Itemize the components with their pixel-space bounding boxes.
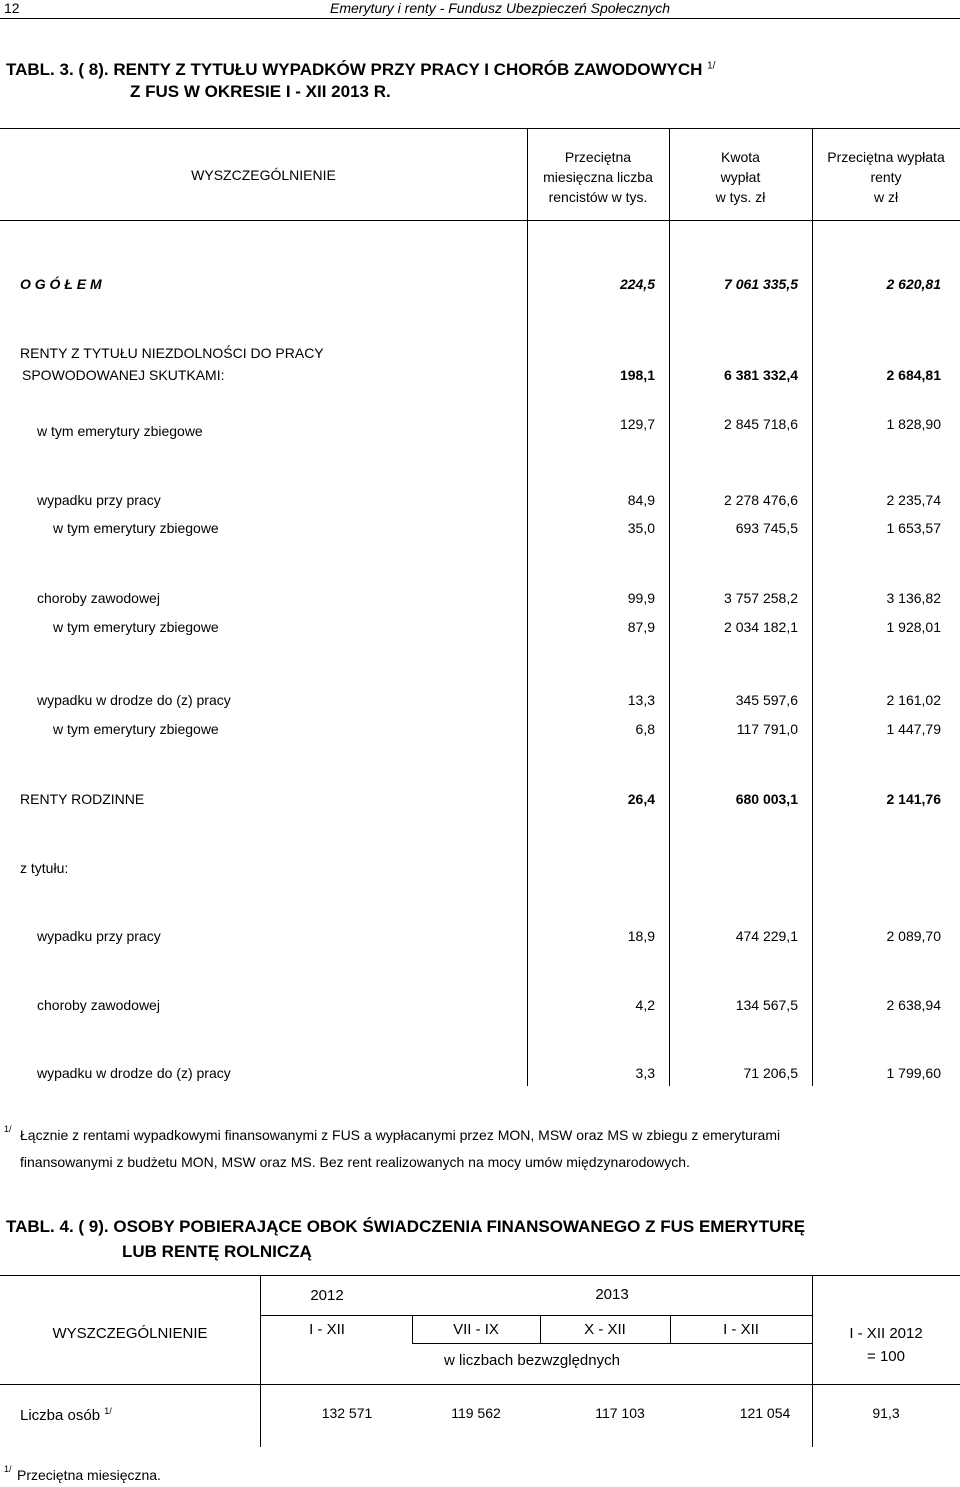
cell-value: 2 141,76 (886, 791, 941, 807)
row-label: w tym emerytury zbiegowe (53, 619, 219, 635)
table2-absolute-label: w liczbach bezwzględnych (444, 1352, 620, 1369)
row-label-line2: SPOWODOWANEJ SKUTKAMI: (22, 367, 225, 383)
row-label: z tytułu: (20, 860, 69, 876)
cell-value: 680 003,1 (735, 791, 798, 807)
table1-col-divider (812, 128, 813, 1086)
cell-value: 18,9 (627, 928, 655, 944)
row-label: RENTY RODZINNE (20, 791, 145, 807)
table2-title-line2: LUB RENTĘ ROLNICZĄ (122, 1242, 312, 1261)
cell-value: 224,5 (619, 276, 655, 292)
table1-footnote-marker: 1/ (4, 1124, 12, 1134)
column-header-avg-count: Przeciętna miesięczna liczba rencistów w tys. (543, 149, 653, 205)
table2-period: I - XII (309, 1321, 345, 1338)
cell-value: 2 684,81 (886, 367, 941, 383)
cell-value: 2 161,02 (886, 692, 941, 708)
cell-value: 2 089,70 (886, 928, 941, 944)
table1-title-line2: Z FUS W OKRESIE I - XII 2013 R. (130, 82, 391, 101)
cell-value: 91,3 (872, 1405, 900, 1421)
cell-value: 474 229,1 (735, 928, 798, 944)
cell-value: 3,3 (635, 1065, 655, 1081)
column-header-description: WYSZCZEGÓLNIENIE (191, 167, 336, 183)
cell-value: 26,4 (627, 791, 655, 807)
cell-value: 87,9 (627, 619, 655, 635)
cell-value: 1 447,79 (886, 721, 941, 737)
cell-value: 117 103 (595, 1405, 645, 1421)
table2-index-label: I - XII 2012 (849, 1325, 923, 1342)
table1-footnote-line1: Łącznie z rentami wypadkowymi finansowanymi z FUS a wypłacanymi przez MON, MSW oraz MS w zbiegu z emeryturami (20, 1127, 781, 1143)
table1-title: TABL. 3. ( 8). RENTY Z TYTUŁU WYPADKÓW PRZY PRACY I CHORÓB ZAWODOWYCH $^{1/}$ (6, 60, 716, 79)
table2-period-rule (412, 1343, 812, 1344)
cell-value: 6 381 332,4 (724, 367, 798, 383)
cell-value: 345 597,6 (735, 692, 798, 708)
table2-footnote-marker: 1/ (4, 1464, 12, 1474)
cell-value: 2 034 182,1 (724, 619, 798, 635)
table2-index-label-line2: = 100 (867, 1348, 905, 1365)
table1-col-divider (669, 128, 670, 1086)
cell-value: 71 206,5 (743, 1065, 798, 1081)
row-label: RENTY Z TYTUŁU NIEZDOLNOŚCI DO PRACY (20, 345, 324, 361)
cell-value: 3 757 258,2 (724, 590, 798, 606)
table2-footnote: Przeciętna miesięczna. (17, 1467, 161, 1483)
table2-column-header-description: WYSZCZEGÓLNIENIE (52, 1325, 208, 1342)
running-title: Emerytury i renty - Fundusz Ubezpieczeń Społecznych (330, 0, 671, 16)
table2-top-rule (0, 1275, 960, 1276)
cell-value: 129,7 (619, 416, 655, 432)
cell-value: 2 620,81 (886, 276, 941, 292)
cell-value: 134 567,5 (735, 997, 798, 1013)
cell-value: 693 745,5 (735, 520, 798, 536)
cell-value: 35,0 (627, 520, 655, 536)
cell-value: 2 638,94 (886, 997, 941, 1013)
cell-value: 1 928,01 (886, 619, 941, 635)
cell-value: 1 653,57 (886, 520, 941, 536)
row-label: w tym emerytury zbiegowe (53, 520, 219, 536)
cell-value: 84,9 (627, 492, 655, 508)
row-label: Liczba osób $^{1/}$ (20, 1406, 112, 1424)
row-label: choroby zawodowej (37, 997, 160, 1013)
row-label: w tym emerytury zbiegowe (53, 721, 219, 737)
cell-value: 1 828,90 (886, 416, 941, 432)
row-label: wypadku przy pracy (37, 928, 161, 944)
table2-header-rule (0, 1384, 960, 1385)
table1-header-rule (0, 220, 960, 221)
cell-value: 2 278 476,6 (724, 492, 798, 508)
cell-value: 119 562 (451, 1405, 501, 1421)
row-label: wypadku przy pracy (37, 492, 161, 508)
cell-value: 7 061 335,5 (724, 276, 798, 292)
cell-value: 3 136,82 (886, 590, 941, 606)
table2-period: I - XII (723, 1321, 759, 1338)
cell-value: 13,3 (627, 692, 655, 708)
row-label: O G Ó Ł E M (20, 276, 102, 292)
cell-value: 6,8 (635, 721, 655, 737)
column-header-amount: Kwota wypłat w tys. zł (715, 149, 766, 205)
table1-top-rule (0, 128, 960, 129)
cell-value: 4,2 (635, 997, 655, 1013)
cell-value: 198,1 (619, 367, 655, 383)
table1-footnote-line2: finansowanymi z budżetu MON, MSW oraz MS. Bez rent realizowanych na mocy umów międzynarodowych. (20, 1154, 690, 1170)
row-label: choroby zawodowej (37, 590, 160, 606)
cell-value: 121 054 (739, 1405, 791, 1421)
page-number: 12 (4, 0, 20, 16)
cell-value: 2 235,74 (886, 492, 941, 508)
table1-col-divider (527, 128, 528, 1086)
column-header-avg-payment: Przeciętna wypłata renty w zł (827, 149, 945, 205)
table2-period: X - XII (584, 1321, 626, 1338)
table2-year-2013: 2013 (595, 1286, 629, 1303)
cell-value: 132 571 (321, 1405, 373, 1421)
row-label: wypadku w drodze do (z) pracy (37, 1065, 231, 1081)
cell-value: 117 791,0 (736, 721, 798, 737)
table2-title: TABL. 4. ( 9). OSOBY POBIERAJĄCE OBOK ŚWIADCZENIA FINANSOWANEGO Z FUS EMERYTURĘ (6, 1217, 806, 1236)
cell-value: 99,9 (627, 590, 655, 606)
table2-period: VII - IX (453, 1321, 499, 1338)
table2-year-2012: 2012 (310, 1287, 344, 1304)
table2-year-rule (260, 1315, 812, 1316)
row-label: w tym emerytury zbiegowe (37, 423, 203, 439)
cell-value: 1 799,60 (886, 1065, 941, 1081)
row-label: wypadku w drodze do (z) pracy (37, 692, 231, 708)
cell-value: 2 845 718,6 (724, 416, 798, 432)
